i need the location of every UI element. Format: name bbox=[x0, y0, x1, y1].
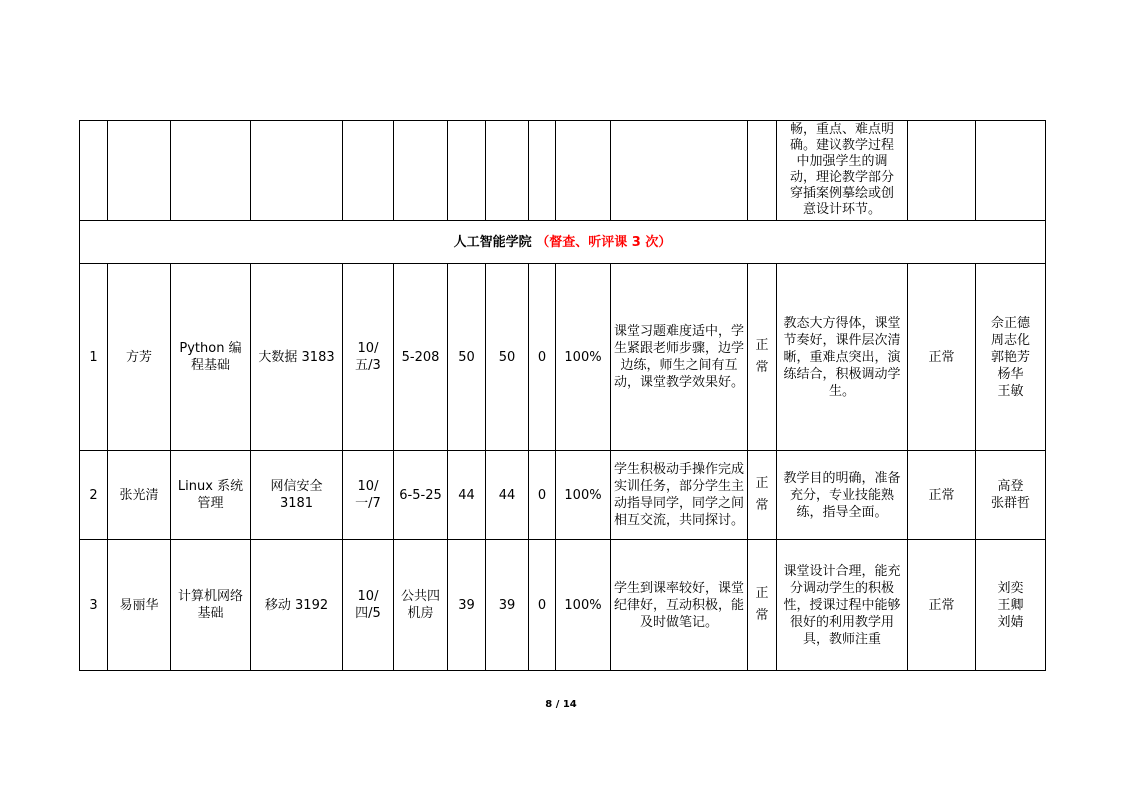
teaching-evaluation: 教态大方得体，课堂节奏好，课件层次清晰，重难点突出，演练结合，积极调动学生。 bbox=[777, 264, 908, 451]
cell-empty bbox=[556, 121, 611, 221]
class-name: 移动 3192 bbox=[251, 540, 343, 671]
cell-empty bbox=[976, 121, 1046, 221]
lesson-date: 10/五/3 bbox=[343, 264, 394, 451]
conclusion: 正常 bbox=[908, 451, 976, 540]
teaching-evaluation: 教学目的明确，准备充分，专业技能熟练，指导全面。 bbox=[777, 451, 908, 540]
supervisor-name: 高登 bbox=[997, 479, 1024, 494]
cell-empty bbox=[394, 121, 448, 221]
supervisor-name: 佘正德 bbox=[990, 315, 1030, 331]
continued-evaluation-text: 畅，重点、难点明确。建议教学过程中加强学生的调动，理论教学部分穿插案例摹绘或创意设计环节。 bbox=[777, 121, 908, 221]
row-number: 1 bbox=[80, 264, 108, 451]
inspection-table bbox=[79, 120, 1046, 671]
class-status: 正常 bbox=[748, 264, 777, 451]
expected-count: 39 bbox=[448, 540, 486, 671]
classroom: 5-208 bbox=[394, 264, 448, 451]
course-name: 计算机网络基础 bbox=[171, 540, 251, 671]
class-status: 正常 bbox=[748, 451, 777, 540]
class-status: 正常 bbox=[748, 540, 777, 671]
expected-count: 44 bbox=[448, 451, 486, 540]
table-row bbox=[80, 451, 1046, 540]
actual-count: 39 bbox=[486, 540, 529, 671]
table-row bbox=[80, 264, 1046, 451]
supervisor-name: 刘奕 bbox=[997, 580, 1024, 596]
cell-empty bbox=[611, 121, 748, 221]
lesson-date: 10/一/7 bbox=[343, 451, 394, 540]
teaching-evaluation: 课堂设计合理，能充分调动学生的积极性，授课过程中能够很好的利用教学用具，教师注重 bbox=[777, 540, 908, 671]
row-number: 2 bbox=[80, 451, 108, 540]
supervisor-name: 张群哲 bbox=[990, 496, 1030, 511]
cell-empty bbox=[343, 121, 394, 221]
absent-count: 0 bbox=[529, 540, 556, 671]
attendance-rate: 100% bbox=[556, 264, 611, 451]
teacher-name: 张光清 bbox=[108, 451, 171, 540]
supervisor-name: 王敏 bbox=[997, 383, 1024, 399]
class-comment: 课堂习题难度适中，学生紧跟老师步骤，边学边练，师生之间有互动，课堂教学效果好。 bbox=[611, 264, 748, 451]
supervisor-name: 周志化 bbox=[990, 332, 1030, 348]
classroom: 公共四机房 bbox=[394, 540, 448, 671]
supervisor-name: 杨华 bbox=[997, 366, 1024, 382]
section-note: （督查、听评课 3 次） bbox=[536, 234, 672, 250]
teacher-name: 易丽华 bbox=[108, 540, 171, 671]
cell-empty bbox=[908, 121, 976, 221]
cell-empty bbox=[251, 121, 343, 221]
teacher-name: 方芳 bbox=[108, 264, 171, 451]
page-number: 8 / 14 bbox=[545, 699, 577, 710]
expected-count: 50 bbox=[448, 264, 486, 451]
actual-count: 44 bbox=[486, 451, 529, 540]
cell-empty bbox=[108, 121, 171, 221]
absent-count: 0 bbox=[529, 264, 556, 451]
supervisors bbox=[976, 264, 1046, 451]
class-comment: 学生到课率较好，课堂纪律好，互动积极，能及时做笔记。 bbox=[611, 540, 748, 671]
lesson-date: 10/四/5 bbox=[343, 540, 394, 671]
supervisor-name: 刘婧 bbox=[997, 614, 1024, 630]
course-name: Linux 系统管理 bbox=[171, 451, 251, 540]
supervisor-name: 王卿 bbox=[997, 597, 1024, 613]
actual-count: 50 bbox=[486, 264, 529, 451]
conclusion: 正常 bbox=[908, 264, 976, 451]
class-name: 大数据 3183 bbox=[251, 264, 343, 451]
attendance-rate: 100% bbox=[556, 451, 611, 540]
table-row bbox=[80, 540, 1046, 671]
cell-empty bbox=[748, 121, 777, 221]
class-comment: 学生积极动手操作完成实训任务，部分学生主动指导同学，同学之间相互交流，共同探讨。 bbox=[611, 451, 748, 540]
attendance-rate: 100% bbox=[556, 540, 611, 671]
supervisors bbox=[976, 540, 1046, 671]
cell-empty bbox=[529, 121, 556, 221]
cell-empty bbox=[80, 121, 108, 221]
class-name: 网信安全 3181 bbox=[251, 451, 343, 540]
section-title: 人工智能学院 bbox=[453, 234, 532, 250]
supervisors bbox=[976, 451, 1046, 540]
conclusion: 正常 bbox=[908, 540, 976, 671]
row-number: 3 bbox=[80, 540, 108, 671]
classroom: 6-5-25 bbox=[394, 451, 448, 540]
course-name: Python 编程基础 bbox=[171, 264, 251, 451]
section-heading-row bbox=[80, 221, 1046, 264]
cell-empty bbox=[486, 121, 529, 221]
cell-empty bbox=[171, 121, 251, 221]
absent-count: 0 bbox=[529, 451, 556, 540]
cell-empty bbox=[448, 121, 486, 221]
section-heading bbox=[80, 221, 1046, 264]
continued-row bbox=[80, 121, 1046, 221]
supervisor-name: 郭艳芳 bbox=[990, 349, 1030, 365]
